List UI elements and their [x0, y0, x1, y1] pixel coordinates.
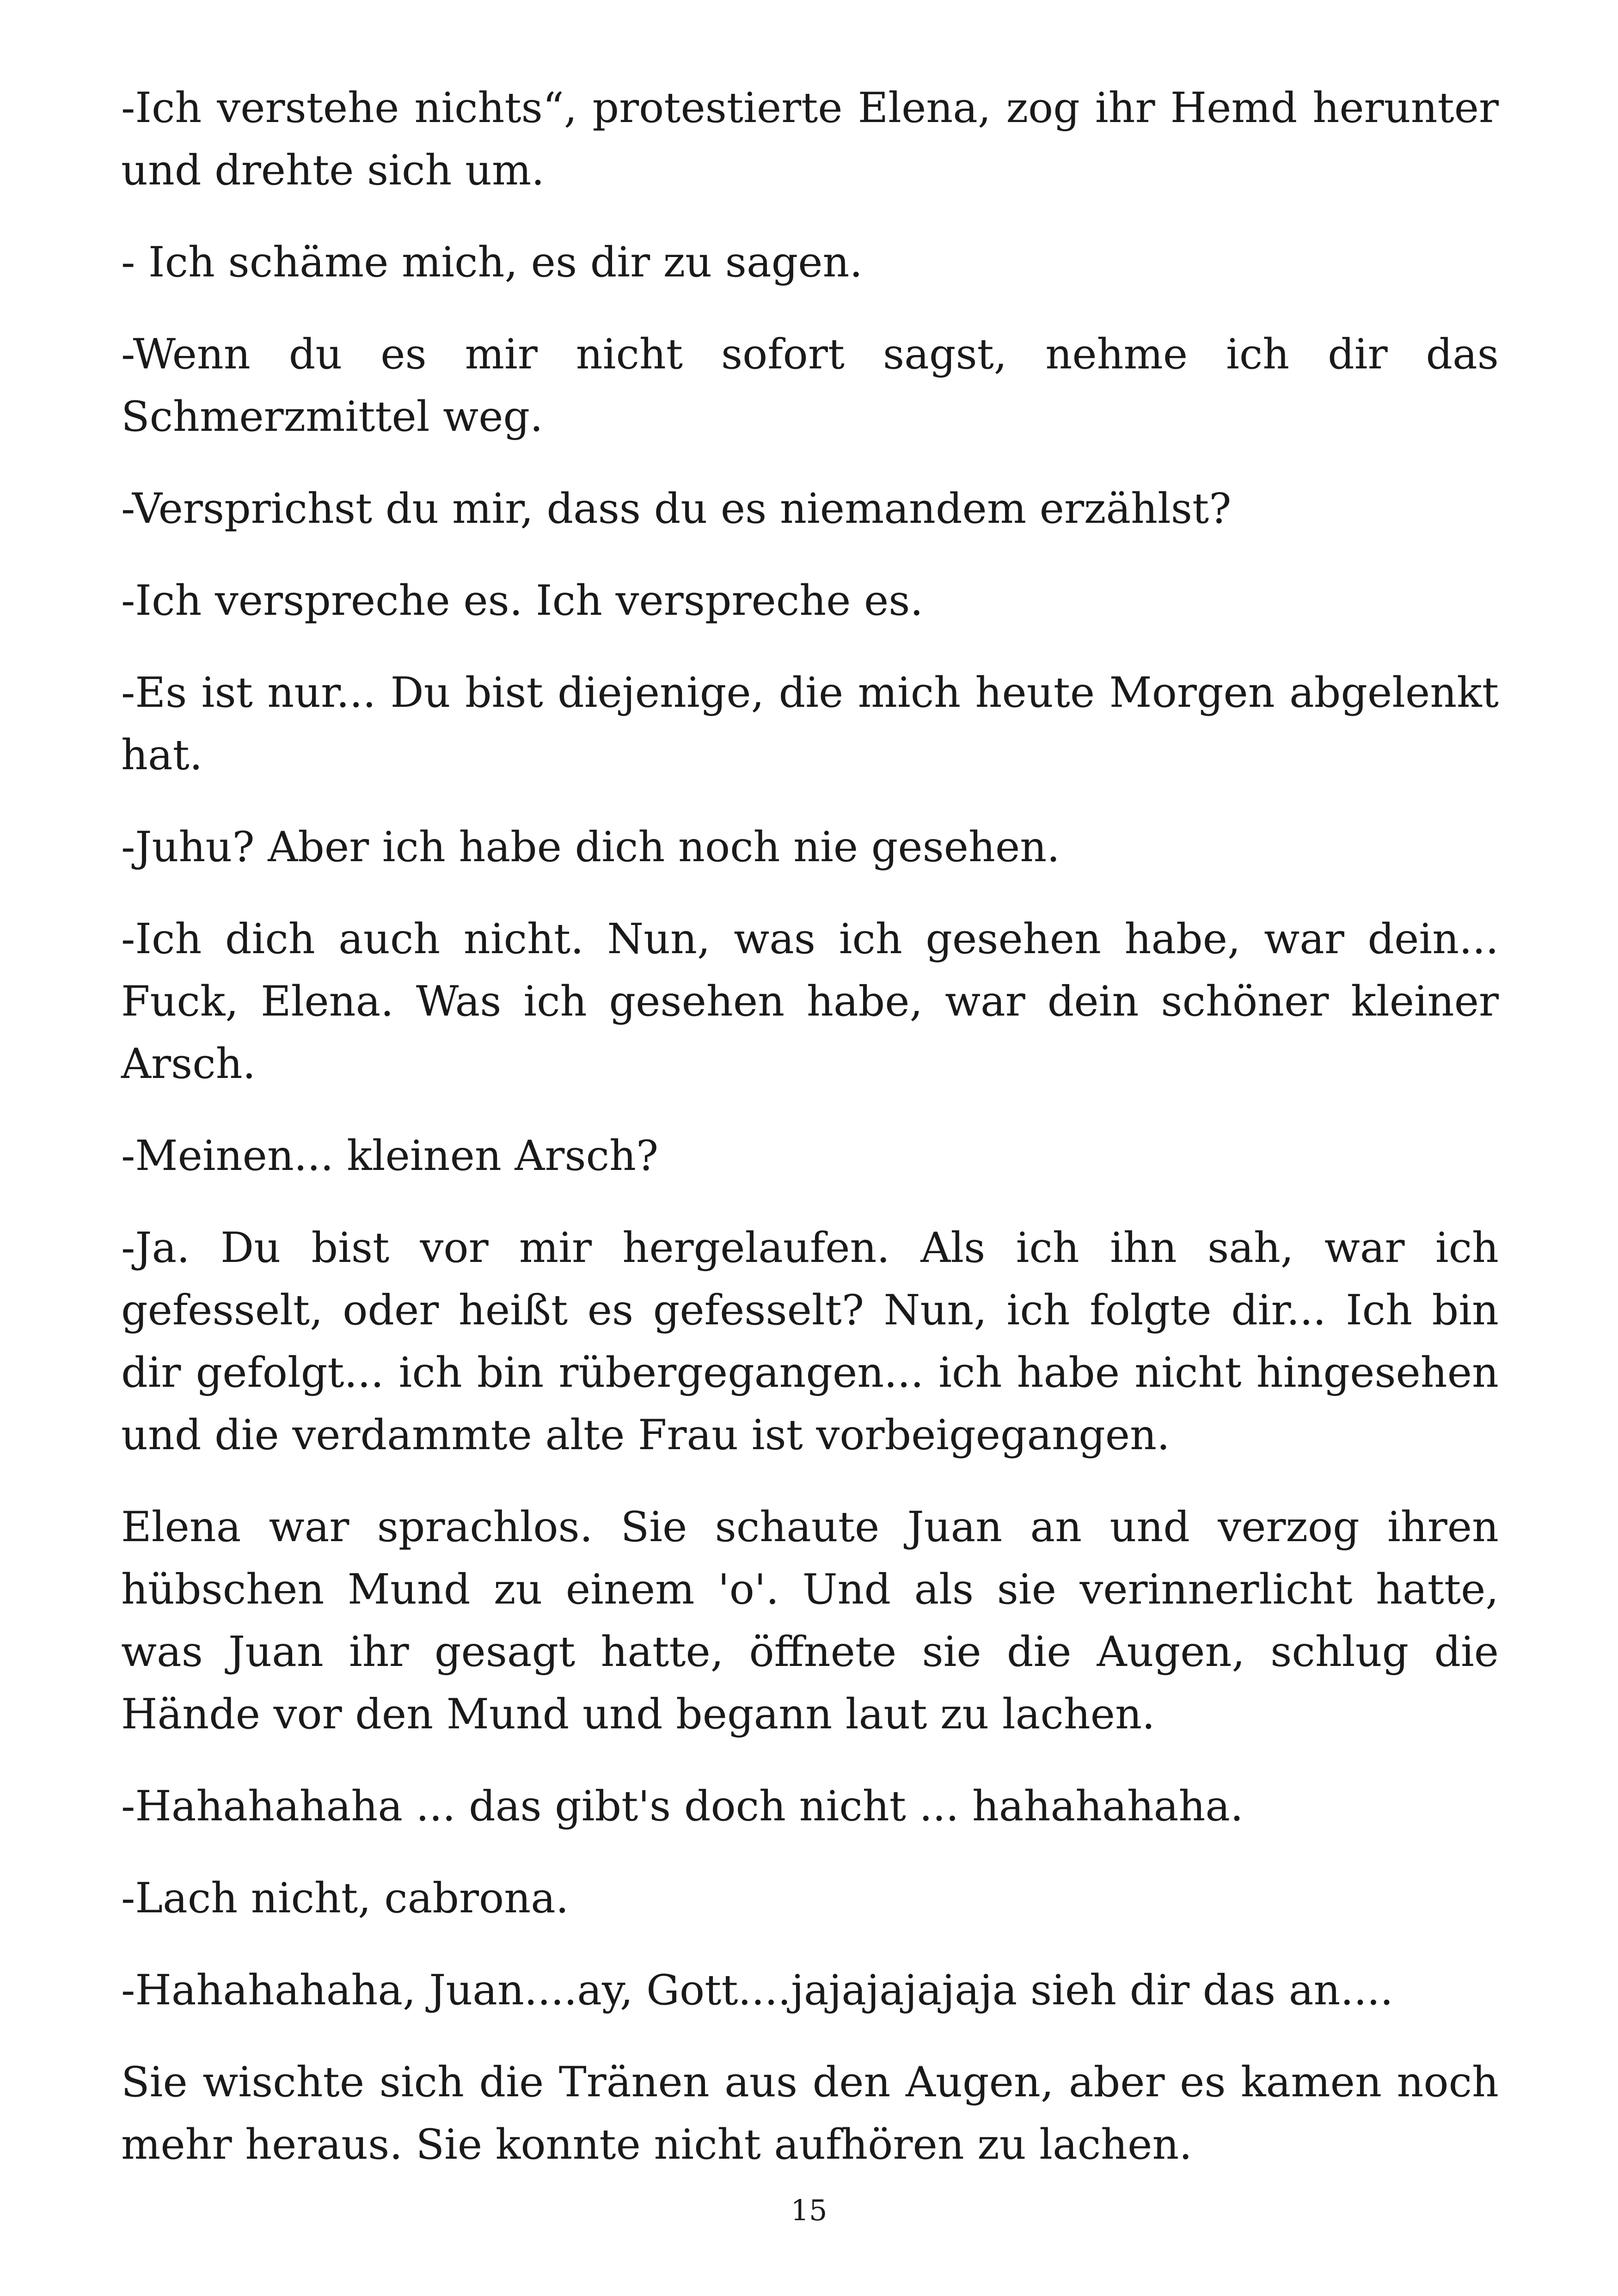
paragraph-13: -Lach nicht, cabrona. [121, 1874, 569, 1923]
paragraph-10: -Ja. Du bist vor mir hergelaufen. Als ich ihn sah, war ich gefesselt, oder heißt es gefesselt? Nun, ich folgte dir... Ich bin dir gefolgt... ich bin rübergegangen... ich habe nicht hingesehen und die verdammte alte Frau ist vorbeigegangen. [121, 1224, 1499, 1459]
paragraph-3: -Wenn du es mir nicht sofort sagst, nehme ich dir das Schmerzmittel weg. [121, 330, 1499, 441]
paragraph-8: -Ich dich auch nicht. Nun, was ich gesehen habe, war dein... Fuck, Elena. Was ich gesehen habe, war dein schöner kleiner Arsch. [121, 915, 1499, 1088]
paragraph-14: -Hahahahaha, Juan....ay, Gott....jajajajajaja sieh dir das an.... [121, 1966, 1393, 2014]
paragraph-4: -Versprichst du mir, dass du es niemandem erzählst? [121, 484, 1232, 533]
paragraph-11: Elena war sprachlos. Sie schaute Juan an und verzog ihren hübschen Mund zu einem 'o'. Und als sie verinnerlicht hatte, was Juan ihr gesagt hatte, öffnete sie die Augen, schlug die Hände vor den Mund und begann laut zu lachen. [121, 1503, 1499, 1739]
paragraph-5: -Ich verspreche es. Ich verspreche es. [121, 576, 924, 625]
paragraph-1: -Ich verstehe nichts“, protestierte Elena, zog ihr Hemd herunter und drehte sich um. [121, 84, 1499, 195]
paragraph-9: -Meinen... kleinen Arsch? [121, 1132, 659, 1180]
paragraph-6: -Es ist nur... Du bist diejenige, die mich heute Morgen abgelenkt hat. [121, 668, 1499, 779]
paragraph-12: -Hahahahaha ... das gibt's doch nicht ... hahahahaha. [121, 1782, 1244, 1831]
page-number: 15 [791, 2193, 827, 2227]
body-text [121, 77, 1499, 2205]
paragraph-7: -Juhu? Aber ich habe dich noch nie gesehen. [121, 823, 1060, 871]
paragraph-15: Sie wischte sich die Tränen aus den Augen, aber es kamen noch mehr heraus. Sie konnte nicht aufhören zu lachen. [121, 2058, 1499, 2169]
paragraph-2: - Ich schäme mich, es dir zu sagen. [121, 238, 863, 287]
